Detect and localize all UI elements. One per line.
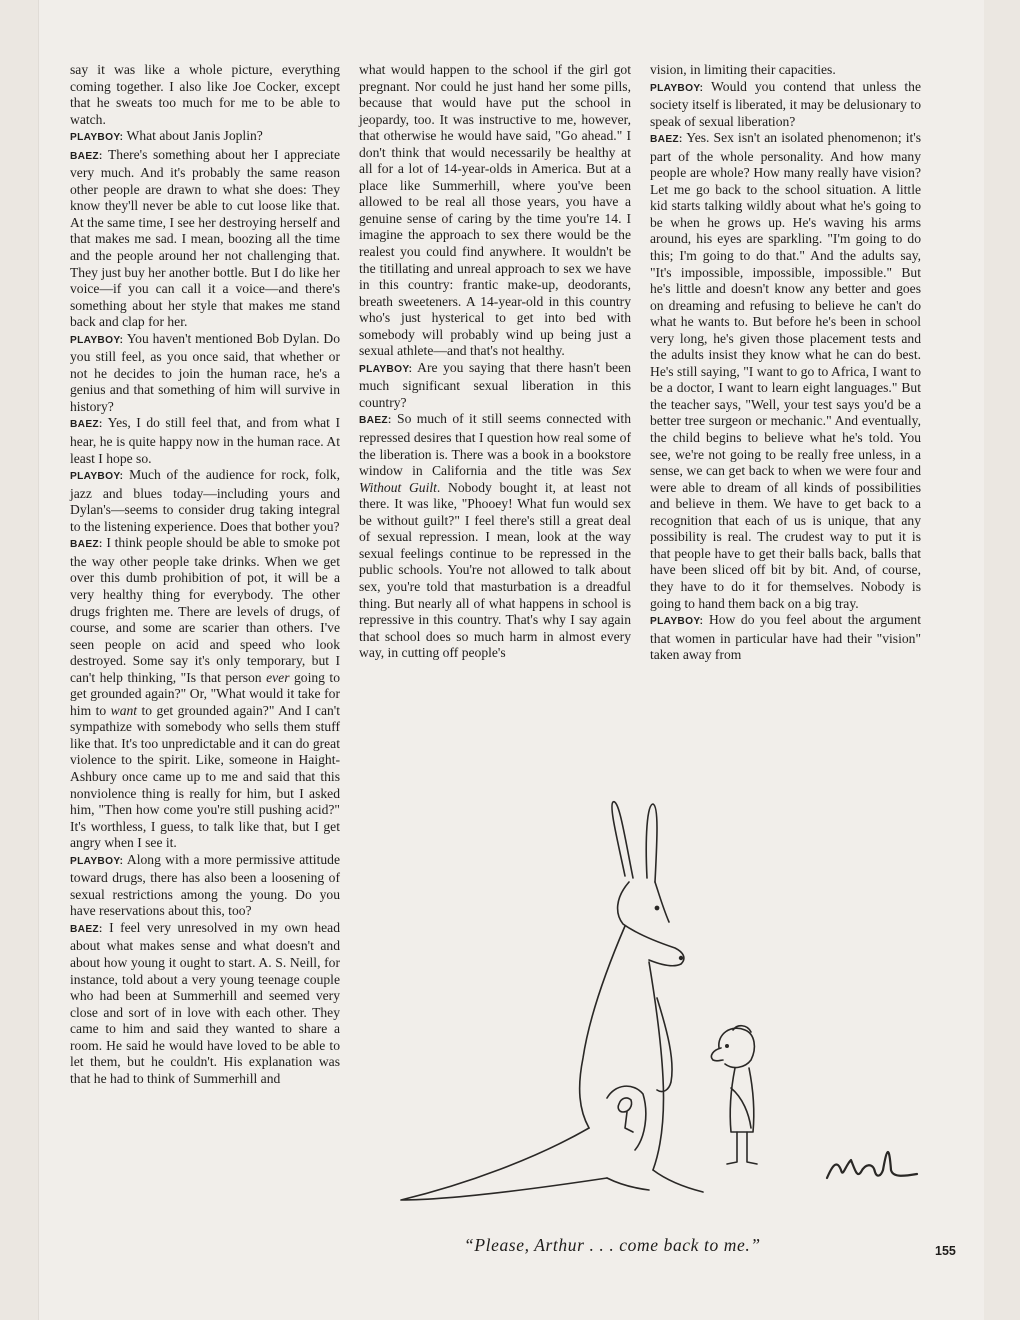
cartoon-caption: “Please, Arthur . . . come back to me.”	[464, 1235, 761, 1255]
speaker-label: PLAYBOY:	[70, 334, 124, 346]
paragraph-text: I think people should be able to smoke pot the way other people take drinks. When we get over this dumb prohibition of pot, it will be a very healthy thing for everybody. The other drugs frighten me. There are levels of drugs, of course, and some are scarier than others. I've seen people on acid and speed who look destroyed. Some say it's only temporary, but I can't help thinking, "Is that person ever going to get grounded again?" Or, "What would it take for him to want to get grounded again?" And I can't sympathize with somebody who sells them stuff like that. It's too unpredictable and it can do great violence to the spirit. Like, someone in Haight-Ashbury once came up to me and said that this nonviolence thing is really for him, but I asked him, "Then how come you're still pushing acid?" It's worthless, I guess, to talk like that, but I get angry when I see it.	[70, 535, 340, 851]
paragraph-text: Are you saying that there hasn't been much significant sexual liberation in this country?	[359, 359, 631, 410]
paragraph-text: There's something about her I appreciate very much. And it's probably the same reason other people are drawn to what she does: They know they'll never be able to cut loose like that. At the same time, I see her destroying herself and that makes me sad. I mean, boozing all the time and the people around her not challenging that. They just buy her another bottle. But I do like her voice—if you can call it a voice—and there's something about her style that makes me stand back and clap for her.	[70, 146, 340, 330]
signature	[827, 1152, 917, 1178]
speaker-label: BAEZ:	[70, 539, 103, 551]
article-paragraph	[650, 62, 921, 79]
article-paragraph	[70, 147, 340, 331]
speaker-label: PLAYBOY:	[359, 363, 413, 375]
article-paragraph	[70, 331, 340, 416]
paragraph-text: I feel very unresolved in my own head about what makes sense and what doesn't and about how young it ought to start. A. S. Neill, for instance, told about a very young teenage couple who had been at Summerhill and seemed very close and sort of in love with each other. They came to him and said they wanted to share a room. He said he would have loved to be able to let them, but he couldn't. His explanation was that he had to think of Summerhill and	[70, 919, 340, 1086]
kangaroo-drawing	[401, 802, 703, 1200]
paragraph-text: So much of it still seems connected with repressed desires that I question how real some of the liberation is. There was a book in a bookstore window in California and the title was Sex Without Guilt. Nobody bought it, at least not there. It was like, "Phooey! What fun would sex be without guilt?" I feel there's still a great deal of sexual repression. I mean, look at the way sexual feelings continue to be repressed in the public schools. You're not allowed to talk about sex, you're told that masturbation is a dreadful thing. But nearly all of what happens in school is repressive in this country. That's why I say again that school does so much harm in almost every way, in cutting off people's	[359, 411, 632, 661]
article-paragraph	[359, 411, 631, 661]
paragraph-text: Would you contend that unless the society itself is liberated, it may be delusionary to speak of sexual liberation?	[650, 78, 921, 129]
speaker-label: BAEZ:	[70, 419, 103, 431]
speaker-label: PLAYBOY:	[70, 132, 124, 144]
paragraph-text: Yes, I do still feel that, and from what I hear, he is quite happy now in the human race. At least I hope so.	[70, 415, 340, 466]
article-paragraph	[70, 415, 340, 467]
boy-drawing	[711, 1026, 757, 1164]
speaker-label: BAEZ:	[70, 923, 103, 935]
paragraph-text: Much of the audience for rock, folk, jazz and blues today—including yours and Dylan's—seems to consider drug taking integral to the listening experience. Does that bother you?	[70, 467, 340, 534]
magazine-page	[38, 0, 984, 1320]
article-paragraph	[70, 62, 340, 128]
article-paragraph	[70, 852, 340, 920]
speaker-label: PLAYBOY:	[70, 855, 124, 867]
article-paragraph	[70, 920, 340, 1087]
article-paragraph	[70, 467, 340, 535]
paragraph-text: vision, in limiting their capacities.	[650, 62, 836, 77]
paragraph-text: what would happen to the school if the girl got pregnant. Nor could he just hand her some pills, because that would have put the school in jeopardy, too. It was instructive to me, however, that otherwise he would have said, "Go ahead." I don't think that would necessarily be healthy at all for a lot of 14-year-olds in America. But at a place like Summerhill, where you've been allowed to be real all those years, you have a genuine sense of caring by the time you're 14. I imagine the approach to sex there would be the realest you could find anywhere. It wouldn't be the titillating and unreal approach to sex we have in this country: frantic make-up, deodorants, breath sweeteners. A 14-year-old in this country who's just hysterical to get into bed with somebody will probably wind up being just a sexual athlete—and that's not healthy.	[359, 62, 631, 359]
paragraph-text: How do you feel about the argument that women in particular have had their "vision" taken away from	[650, 612, 922, 663]
paragraph-text: Along with a more permissive attitude toward drugs, there has also been a loosening of sexual restrictions among the young. Do you have reservations about this, too?	[70, 851, 340, 919]
text-column-3	[650, 62, 921, 664]
speaker-label: PLAYBOY:	[650, 82, 704, 94]
speaker-label: BAEZ:	[359, 415, 392, 427]
speaker-label: PLAYBOY:	[650, 616, 704, 628]
article-paragraph	[359, 360, 631, 412]
text-column-1	[70, 62, 340, 1087]
article-paragraph	[70, 128, 340, 147]
paragraph-text: say it was like a whole picture, everything coming together. I also like Joe Cocker, except that he sweats too much for me to be able to watch.	[70, 62, 340, 127]
article-paragraph	[650, 79, 921, 131]
speaker-label: BAEZ:	[650, 134, 683, 146]
speaker-label: BAEZ:	[70, 150, 103, 162]
paragraph-text: Yes. Sex isn't an isolated phenomenon; it's part of the whole personality. And how many people are whole? How many really have vision? Let me go back to the school situation. A little kid starts talking wildly about what he's going to be when he grows up. He's waving his arms around, his eyes are sparkling. "I'm going to do this; I'm going to do that." And the adults say, "It's impossible, impossible, impossible." But he's little and doesn't know any better and goes on dreaming and refusing to believe he can't do what he wants to. But before he's been in school very long, he's given those placement tests and the adults insist they know what he can do best. He's still saying, "I want to go to Africa, I want to be a doctor, I want to learn eight languages." But the teacher says, "Well, your test says you'd be a better tree surgeon or mechanic." And eventually, the child begins to believe what he's told. You see, we're not going to be really free unless, in a sense, we can get back to when we were four and were able to dream of all kinds of possibilities and believe in them. We have to get back to a recognition that each of us is unique, that any possibility is real. The crudest way to put it is that people have to get their balls back, balls that have been sliced off bit by bit. And, of course, they have to do it for themselves. Nobody is going to hand them back on a big tray.	[650, 130, 921, 611]
page-number: 155	[935, 1244, 956, 1258]
article-paragraph	[650, 130, 921, 612]
paragraph-text: You haven't mentioned Bob Dylan. Do you still feel, as you once said, that whether or not he decides to join the human race, he's a genius and that something of him will survive in history?	[70, 330, 340, 414]
text-column-2	[359, 62, 631, 662]
article-paragraph	[650, 612, 921, 664]
kangaroo-cartoon	[357, 798, 929, 1218]
article-paragraph	[359, 62, 631, 360]
article-paragraph	[70, 535, 340, 851]
speaker-label: PLAYBOY:	[70, 471, 124, 483]
paragraph-text: What about Janis Joplin?	[126, 128, 263, 144]
